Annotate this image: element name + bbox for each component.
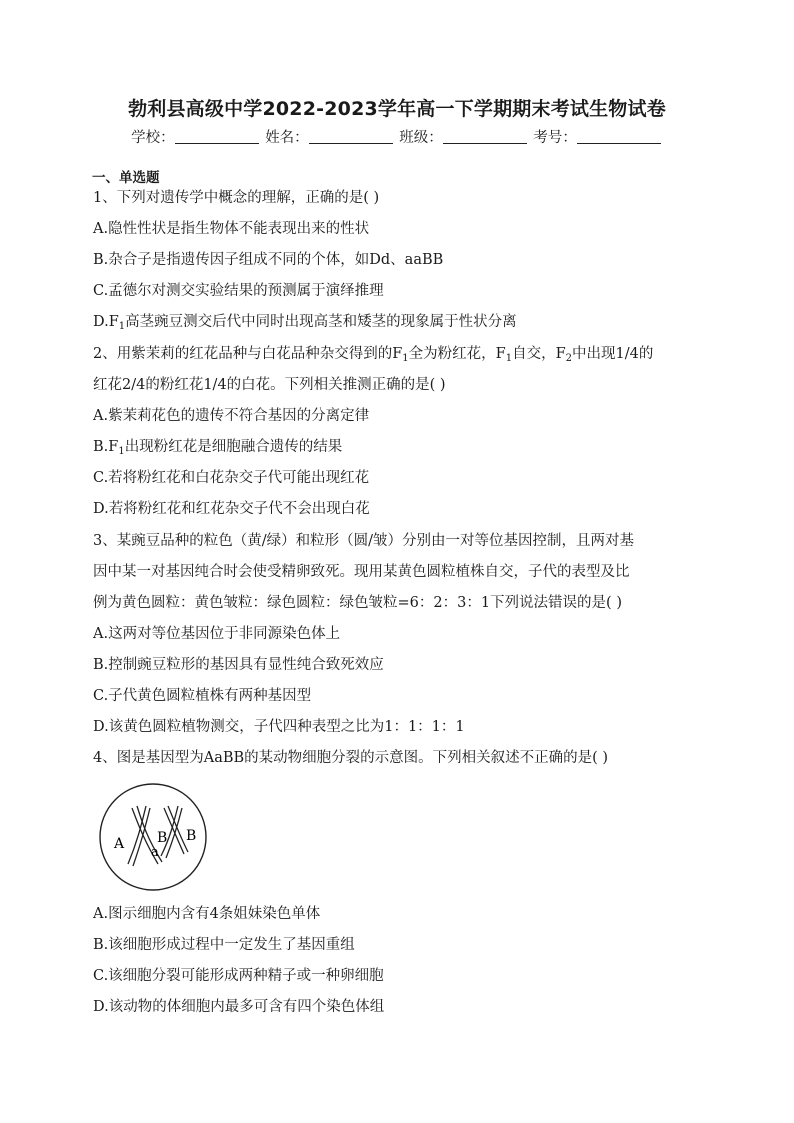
q1-stem: 1、下列对遗传学中概念的理解，正确的是( ) [93,190,380,206]
q2-option-d: D.若将粉红花和红花杂交子代不会出现白花 [93,501,370,517]
gene-label-a: a [151,845,159,860]
school-blank [175,129,259,144]
q3-option-b: B.控制豌豆粒形的基因具有显性纯合致死效应 [93,657,384,673]
gene-label-B-left: B [157,830,168,846]
q3-stem-line1: 3、某豌豆品种的粒色（黄/绿）和粒形（圆/皱）分别由一对等位基因控制，且两对基 [93,533,634,549]
gene-label-B-right: B [186,828,197,844]
q4-stem: 4、图是基因型为AaBB的某动物细胞分裂的示意图。下列相关叙述不正确的是( ) [93,750,609,766]
school-label: 学校： [131,130,175,146]
class-blank [443,129,527,144]
q2-stem-line1: 2、用紫茉莉的红花品种与白花品种杂交得到的$F_1$全为粉红花，$F_1$自交，$F_2$中出现1/4的 [93,346,654,364]
exam-no-label: 考号： [533,130,577,146]
section-heading: 一、单选题 [92,170,160,186]
class-label: 班级： [399,130,443,146]
q3-stem-line3: 例为黄色圆粒：黄色皱粒：绿色圆粒：绿色皱粒=6：2：3：1下列说法错误的是( ) [93,595,622,611]
student-info-row [0,126,794,147]
q3-option-a: A.这两对等位基因位于非同源染色体上 [93,626,341,642]
q2-option-c: C.若将粉红花和白花杂交子代可能出现红花 [93,470,370,486]
q4-option-c: C.该细胞分裂可能形成两种精子或一种卵细胞 [93,968,384,984]
q2-stem-line2: 红花2/4的粉红花1/4的白花。下列相关推测正确的是( ) [93,377,446,393]
cell-division-figure [98,782,208,892]
q3-option-c: C.子代黄色圆粒植株有两种基因型 [93,688,312,704]
q4-option-d: D.该动物的体细胞内最多可含有四个染色体组 [93,999,385,1015]
q2-option-a: A.紫茉莉花色的遗传不符合基因的分离定律 [93,408,370,424]
q4-option-a: A.图示细胞内含有4条姐妹染色单体 [93,906,321,922]
q1-option-c: C.孟德尔对测交实验结果的预测属于演绎推理 [93,283,384,299]
q2-option-b: $B.F_1$出现粉红花是细胞融合遗传的结果 [93,439,343,457]
q4-option-b: B.该细胞形成过程中一定发生了基因重组 [93,937,355,953]
name-blank [309,129,393,144]
q1-option-a: A.隐性性状是指生物体不能表现出来的性状 [93,221,370,237]
exam-title: 勃利县高级中学2022-2023学年高一下学期期末考试生物试卷 [128,98,666,120]
q1-option-b: B.杂合子是指遗传因子组成不同的个体，如Dd、aaBB [93,252,444,268]
name-label: 姓名： [265,130,309,146]
q1-option-d: $D.F_1$高茎豌豆测交后代中同时出现高茎和矮茎的现象属于性状分离 [93,314,517,332]
exam-no-blank [577,129,661,144]
q3-option-d: D.该黄色圆粒植物测交，子代四种表型之比为1：1：1：1 [93,719,465,735]
q3-stem-line2: 因中某一对基因纯合时会使受精卵致死。现用某黄色圆粒植株自交，子代的表型及比 [93,564,630,580]
gene-label-A: A [114,836,125,852]
